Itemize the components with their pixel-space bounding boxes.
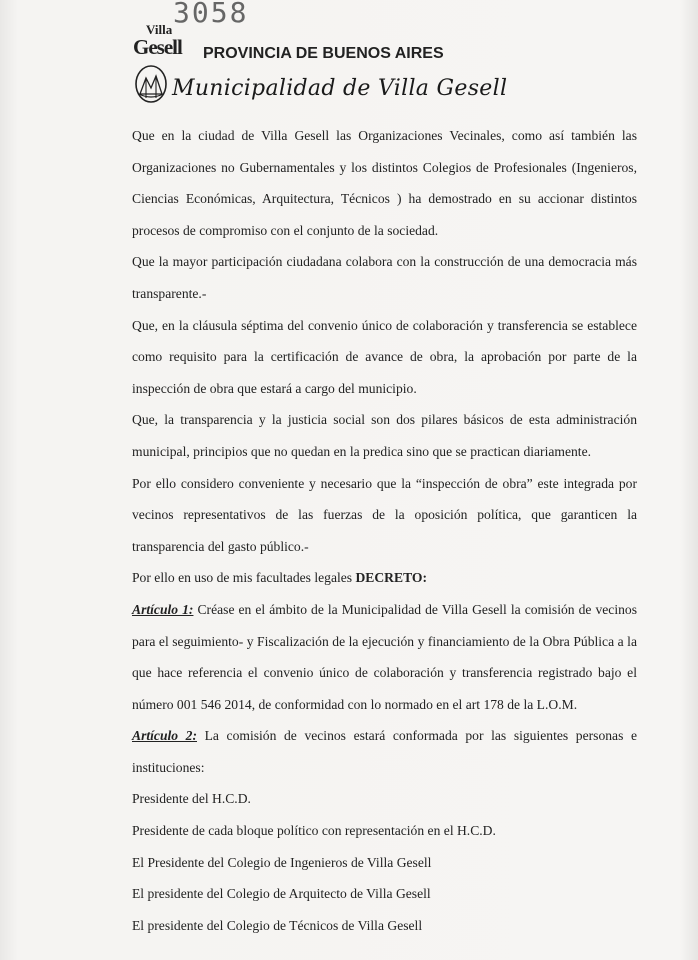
member-item: El presidente del Colegio de Arquitecto de Villa Gesell <box>132 886 431 902</box>
decree-keyword: DECRETO: <box>355 570 427 586</box>
member-item: Presidente del H.C.D. <box>132 791 251 807</box>
member-item: El presidente del Colegio de Técnicos de Villa Gesell <box>132 917 423 933</box>
province-title: PROVINCIA DE BUENOS AIRES <box>203 45 444 62</box>
decree-intro: Por ello en uso de mis facultades legales <box>132 570 356 586</box>
member-item: El Presidente del Colegio de Ingenieros de Villa Gesell <box>132 854 432 870</box>
article-1-heading: Artículo 1: <box>132 601 194 617</box>
member-item: Presidente de cada bloque político con representación en el H.C.D. <box>132 823 496 839</box>
article-2-text: La comisión de vecinos estará conformada por las siguientes personas e instituciones: <box>132 728 637 775</box>
pine-tree-emblem-icon <box>134 64 168 104</box>
document-body <box>132 120 637 941</box>
article-1-text: Créase en el ámbito de la Municipalidad de Villa Gesell la comisión de vecinos para el seguimiento- y Fiscalización de la ejecución y financiamiento de la Obra Pública a la que hace referencia el convenio único de colaboración y transferencia registrado bajo el número 001 546 2014, de conformidad con lo normado en el art 178 de la L.O.M. <box>132 601 637 712</box>
article-1 <box>132 594 637 720</box>
paragraph-1: Que en la ciudad de Villa Gesell las Organizaciones Vecinales, como así también las Organizaciones no Gubernamentales y los distintos Colegios de Profesionales (Ingenieros, Ciencias Económicas, Arquitectura, Técnicos ) ha demostrado en su accionar distintos procesos de compromiso con el conjunto de la sociedad. <box>132 128 637 238</box>
logo-gesell-text: Gesell <box>133 35 182 59</box>
municipality-title: Municipalidad de Villa Gesell <box>172 76 508 101</box>
file-number-stamp: 3058 <box>173 0 249 29</box>
paragraph-4: Que, la transparencia y la justicia social son dos pilares básicos de esta administración municipal, principios que no quedan en la predica sino que se practican diariamente. <box>132 412 637 459</box>
paragraph-2: Que la mayor participación ciudadana colabora con la construcción de una democracia más transparente.- <box>132 254 637 301</box>
municipal-logo <box>133 22 182 106</box>
paragraph-3: Que, en la cláusula séptima del convenio único de colaboración y transferencia se establece como requisito para la certificación de avance de obra, la aprobación por parte de la inspección de obra que estará a cargo del municipio. <box>132 317 637 396</box>
logo-villa-text: Villa <box>146 22 173 37</box>
decree-paragraph <box>132 562 637 594</box>
article-2 <box>132 720 637 783</box>
article-2-heading: Artículo 2: <box>132 728 198 744</box>
paragraph-5: Por ello considero conveniente y necesario que la “inspección de obra” este integrada por vecinos representativos de las fuerzas de la oposición política, que garanticen la transparencia del gasto público.- <box>132 475 637 554</box>
